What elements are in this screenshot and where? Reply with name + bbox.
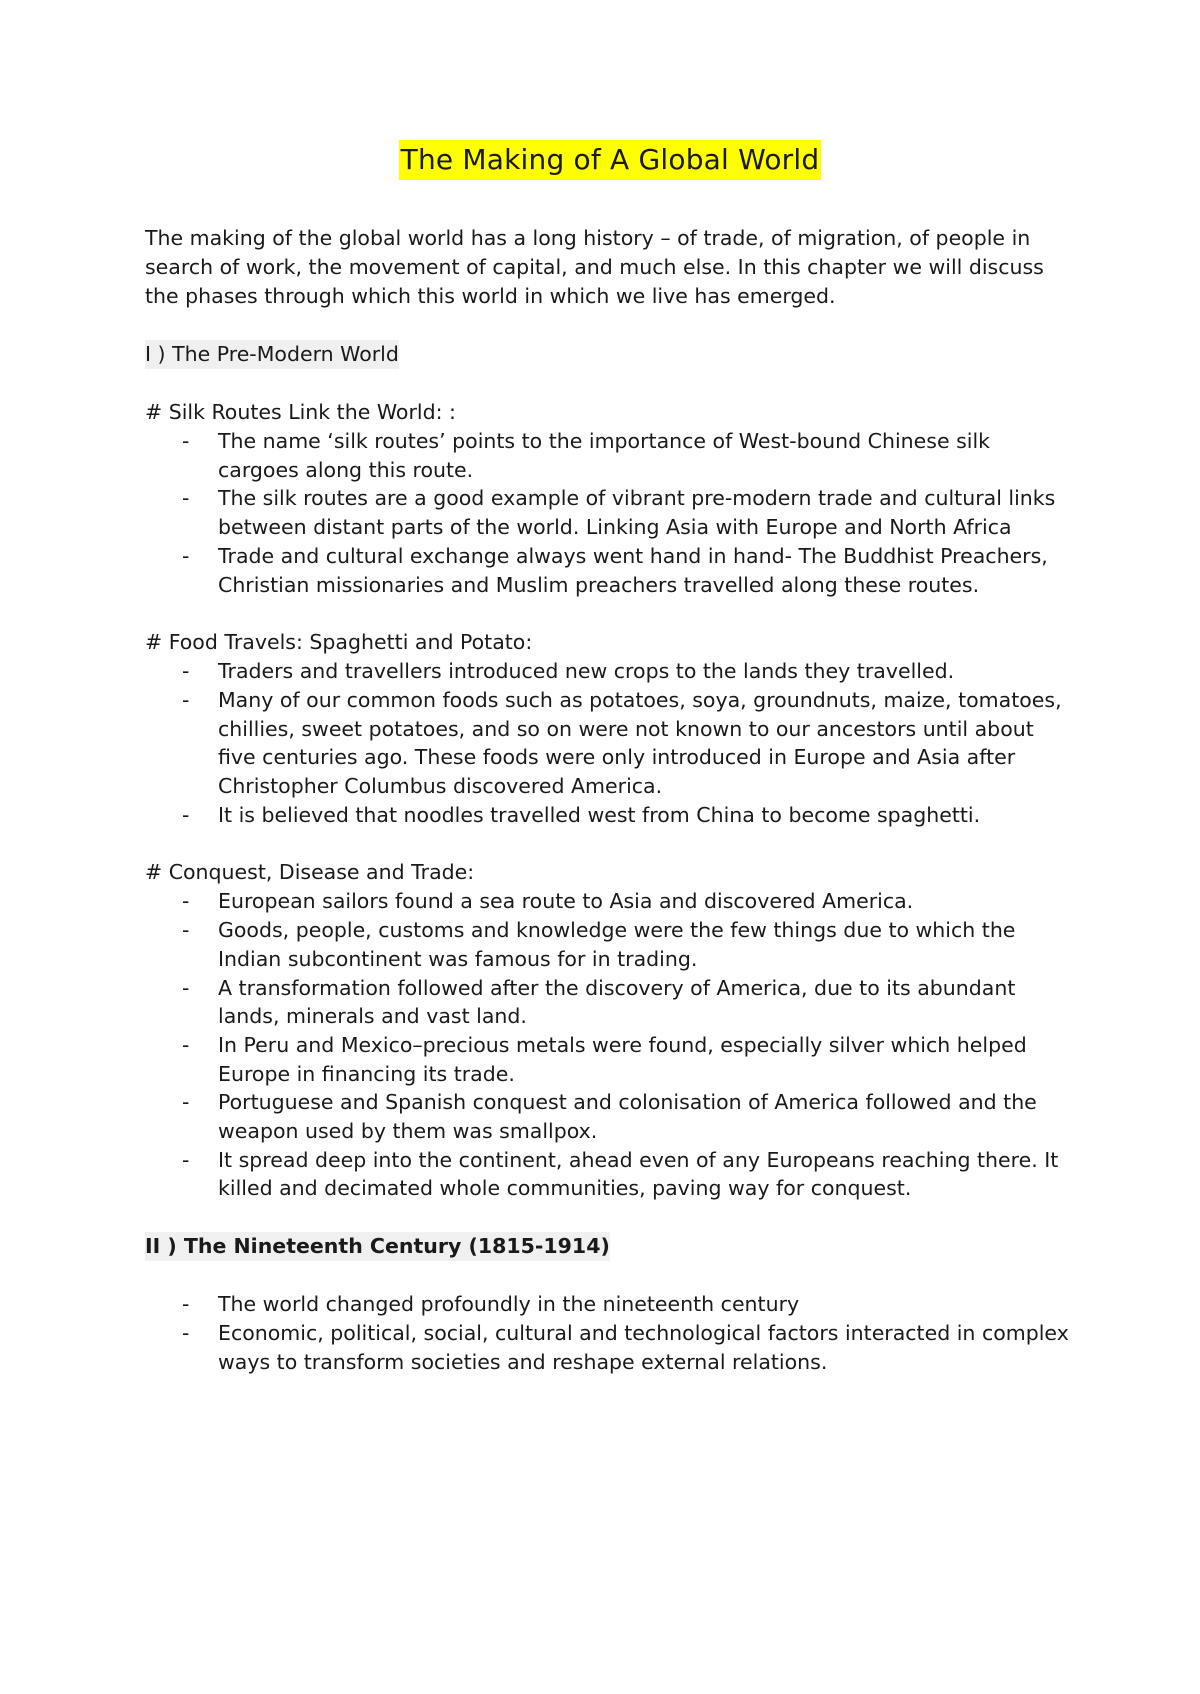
- conquest-list: [145, 887, 1075, 1203]
- list-item: - Traders and travellers introduced new crops to the lands they travelled.: [218, 657, 1075, 686]
- silk-routes-list: [145, 427, 1075, 599]
- list-item: - The silk routes are a good example of vibrant pre-modern trade and cultural links between distant parts of the world. Linking Asia with Europe and North Africa: [218, 484, 1075, 541]
- subheading-conquest: # Conquest, Disease and Trade:: [145, 860, 475, 885]
- list-item: - Economic, political, social, cultural and technological factors interacted in complex ways to transform societies and reshape external relations.: [218, 1319, 1075, 1376]
- section-pre-modern: [145, 340, 1075, 369]
- subheading-silk-routes: # Silk Routes Link the World: :: [145, 400, 456, 424]
- title-container: [145, 140, 1075, 182]
- list-item: - In Peru and Mexico–precious metals were found, especially silver which helped Europe in financing its trade.: [218, 1031, 1075, 1088]
- subheading-food-travels: # Food Travels: Spaghetti and Potato:: [145, 630, 533, 655]
- list-item: - It is believed that noodles travelled west from China to become spaghetti.: [218, 801, 1075, 830]
- section-heading-nineteenth-century: II ) The Nineteenth Century (1815-1914): [145, 1232, 610, 1261]
- section-nineteenth-century: [145, 1232, 1075, 1261]
- intro-paragraph: The making of the global world has a long history – of trade, of migration, of people in search of work, the movement of capital, and much else. In this chapter we will discuss the phases through which this world in which we live has emerged.: [145, 226, 1044, 308]
- list-item: - Goods, people, customs and knowledge were the few things due to which the Indian subcontinent was famous for in trading.: [218, 916, 1075, 973]
- nineteenth-century-list: [145, 1290, 1075, 1376]
- document-page: [145, 140, 1075, 1376]
- list-item: - Portuguese and Spanish conquest and colonisation of America followed and the weapon used by them was smallpox.: [218, 1088, 1075, 1145]
- list-item: - It spread deep into the continent, ahead even of any Europeans reaching there. It killed and decimated whole communities, paving way for conquest.: [218, 1146, 1075, 1203]
- list-item: - The name ‘silk routes’ points to the importance of West-bound Chinese silk cargoes along this route.: [218, 427, 1075, 484]
- list-item: - Trade and cultural exchange always went hand in hand- The Buddhist Preachers, Christian missionaries and Muslim preachers travelled along these routes.: [218, 542, 1075, 599]
- list-item: - A transformation followed after the discovery of America, due to its abundant lands, minerals and vast land.: [218, 974, 1075, 1031]
- list-item: - European sailors found a sea route to Asia and discovered America.: [218, 887, 1075, 916]
- list-item: - Many of our common foods such as potatoes, soya, groundnuts, maize, tomatoes, chillies, sweet potatoes, and so on were not known to our ancestors until about five centuries ago. These foods were only introduced in Europe and Asia after Christopher Columbus discovered America.: [218, 686, 1075, 801]
- document-title: The Making of A Global World: [399, 140, 822, 180]
- food-travels-list: [145, 657, 1075, 829]
- section-heading-pre-modern: I ) The Pre-Modern World: [145, 340, 399, 369]
- list-item: - The world changed profoundly in the nineteenth century: [218, 1290, 1075, 1319]
